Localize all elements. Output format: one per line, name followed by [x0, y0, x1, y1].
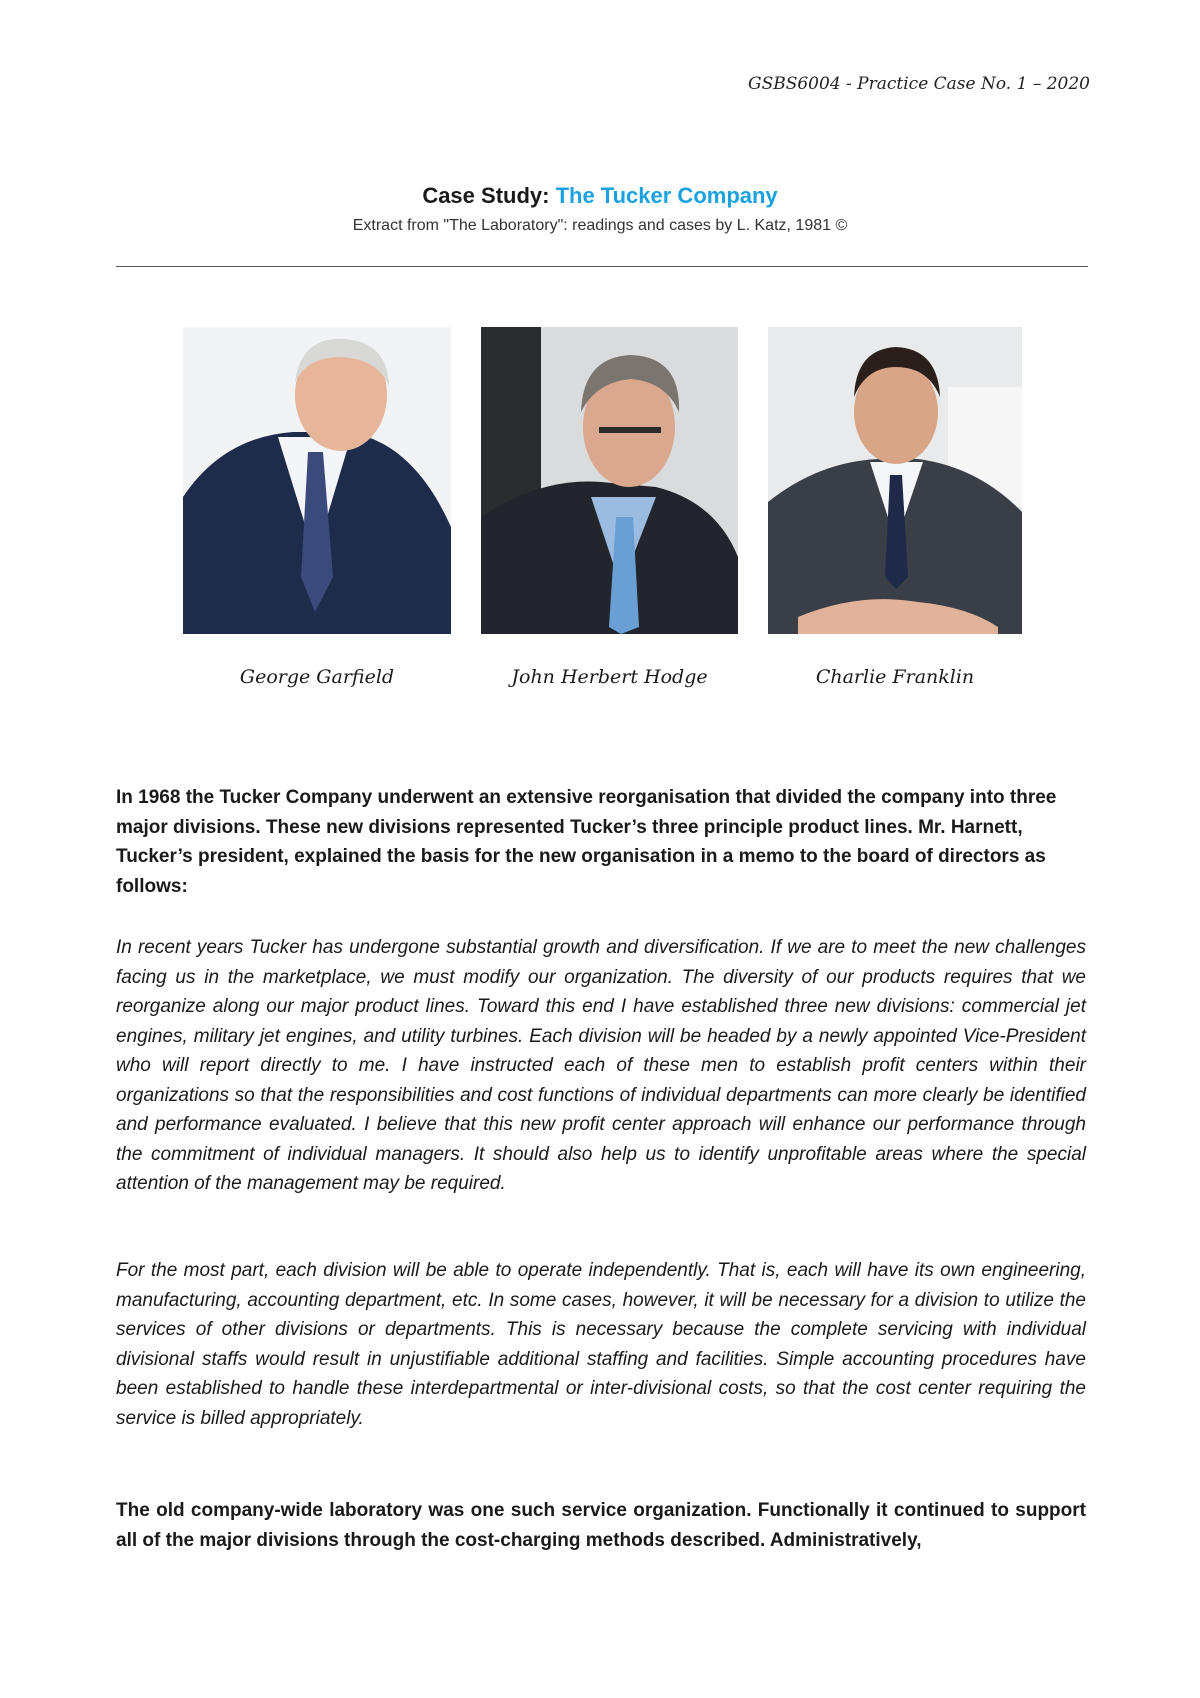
title-divider — [116, 266, 1088, 267]
photo-george-garfield — [183, 327, 451, 634]
case-title — [0, 183, 1200, 209]
photo-charlie-franklin — [768, 327, 1022, 634]
case-subtitle: Extract from "The Laboratory": readings and cases by L. Katz, 1981 © — [352, 217, 848, 234]
intro-paragraph: In 1968 the Tucker Company underwent an extensive reorganisation that divided the company into three major divisions. These new divisions represented Tucker’s three principle product lines. Mr. Harnett, Tucker’s president, explained the basis for the new organisation in a memo to the board of directors as follows: — [116, 787, 1057, 897]
memo-quote-paragraph-1: In recent years Tucker has undergone substantial growth and diversification. If we are to meet the new challenges facing us in the marketplace, we must modify our organization. The diversity of our products requires that we reorganize along our major product lines. Toward this end I have established three new divisions: commercial jet engines, military jet engines, and utility turbines. Each division will be headed by a newly appointed Vice-President who will report directly to me. I have instructed each of these men to establish profit centers within their organizations so that the responsibilities and cost functions of individual departments can more clearly be identified and performance evaluated. I believe that this new profit center approach will enhance our performance through the commitment of individual managers. It should also help us to identify unprofitable areas where the special attention of the management may be required. — [116, 937, 1086, 1194]
caption-charlie-franklin: Charlie Franklin — [815, 666, 975, 688]
company-name: The Tucker Company — [555, 183, 778, 208]
title-block — [0, 183, 1200, 235]
closing-paragraph: The old company-wide laboratory was one such service organization. Functionally it continued to support all of the major divisions through the cost-charging methods described. Administratively, — [116, 1500, 1086, 1551]
document-reference: GSBS6004 - Practice Case No. 1 – 2020 — [748, 74, 1090, 94]
case-title-prefix: Case Study: — [422, 183, 556, 208]
caption-george-garfield: George Garfield — [239, 666, 395, 688]
caption-john-herbert-hodge: John Herbert Hodge — [511, 666, 708, 688]
photo-john-herbert-hodge — [481, 327, 738, 634]
memo-quote-paragraph-2: For the most part, each division will be able to operate independently. That is, each will have its own engineering, manufacturing, accounting department, etc. In some cases, however, it will be necessary for a division to utilize the services of other divisions or departments. This is necessary because the complete servicing with individual divisional staffs would result in unjustifiable additional staffing and facilities. Simple accounting procedures have been established to handle these interdepartmental or inter-divisional costs, so that the cost center requiring the service is billed appropriately. — [116, 1260, 1086, 1429]
